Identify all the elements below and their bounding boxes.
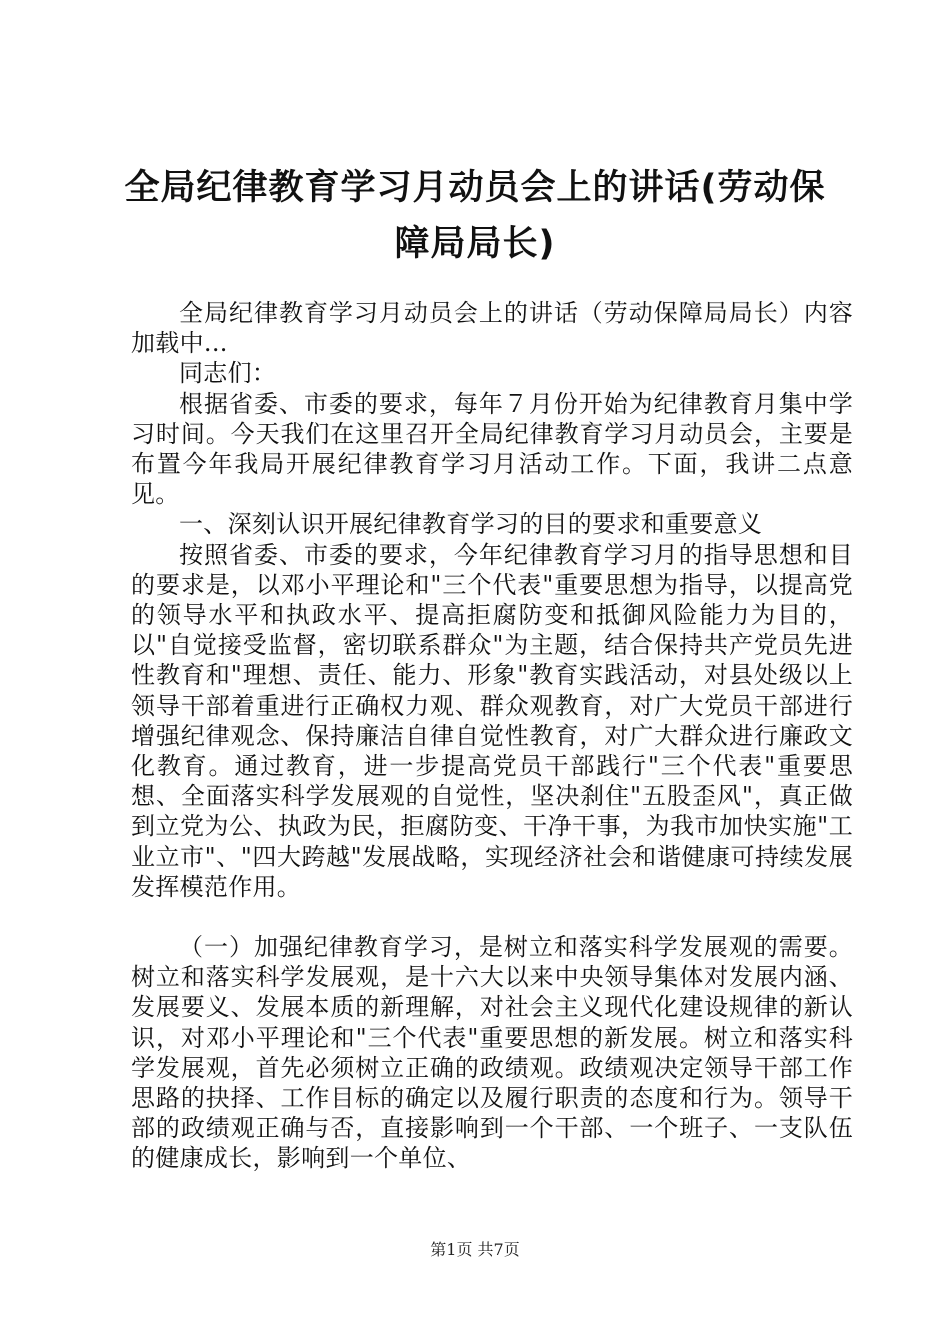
opening-paragraph: 根据省委、市委的要求，每年７月份开始为纪律教育月集中学习时间。今天我们在这里召开全局纪律教育学习月动员会，主要是布置今年我局开展纪律教育学习月活动工作。下面，我讲二点意见。 (131, 389, 853, 509)
subsection-one-paragraph: （一）加强纪律教育学习，是树立和落实科学发展观的需要。树立和落实科学发展观，是十六大以来中央领导集体对发展内涵、发展要义、发展本质的新理解，对社会主义现代化建设规律的新认识，对邓小平理论和"三个代表"重要思想的新发展。树立和落实科学发展观，首先必须树立正确的政绩观。政绩观决定领导干部工作思路的抉择、工作目标的确定以及履行职责的态度和行为。领导干部的政绩观正确与否，直接影响到一个干部、一个班子、一支队伍的健康成长，影响到一个单位、 (131, 933, 853, 1173)
guiding-principles-paragraph: 按照省委、市委的要求，今年纪律教育学习月的指导思想和目的要求是，以邓小平理论和"三个代表"重要思想为指导，以提高党的领导水平和执政水平、提高拒腐防变和抵御风险能力为目的，以"自觉接受监督，密切联系群众"为主题，结合保持共产党员先进性教育和"理想、责任、能力、形象"教育实践活动，对县处级以上领导干部着重进行正确权力观、群众观教育，对广大党员干部进行增强纪律观念、保持廉洁自律自觉性教育，对广大群众进行廉政文化教育。通过教育，进一步提高党员干部践行"三个代表"重要思想、全面落实科学发展观的自觉性，坚决刹住"五股歪风"，真正做到立党为公、执政为民，拒腐防变、干净干事，为我市加快实施"工业立市"、"四大跨越"发展战略，实现经济社会和谐健康可持续发展发挥模范作用。 (131, 540, 853, 901)
document-body (131, 298, 853, 1174)
salutation: 同志们： (179, 359, 277, 388)
page-number: 第1页 共7页 (430, 1240, 520, 1259)
section-heading-one: 一、深刻认识开展纪律教育学习的目的要求和重要意义 (179, 510, 763, 539)
intro-paragraph: 全局纪律教育学习月动员会上的讲话（劳动保障局局长）内容加载中... (131, 299, 853, 358)
document-title: 全局纪律教育学习月动员会上的讲话(劳动保障局局长) (124, 168, 826, 264)
